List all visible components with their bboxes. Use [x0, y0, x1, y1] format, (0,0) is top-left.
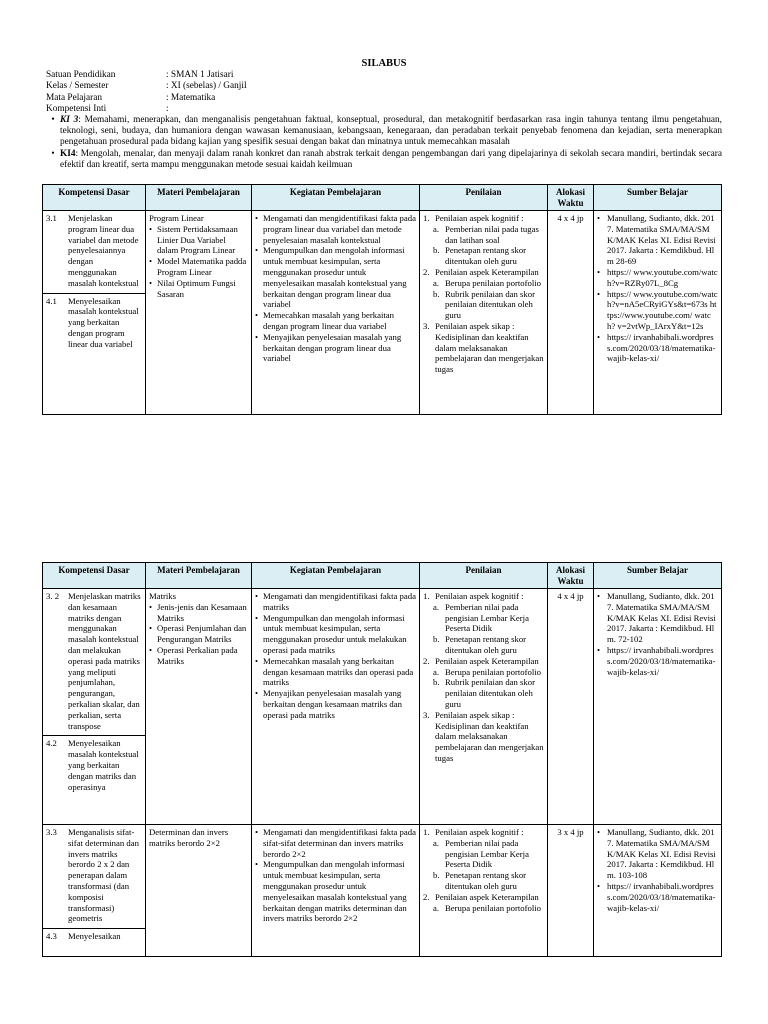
bullet-icon: • — [51, 148, 55, 159]
bullet-icon: • — [51, 115, 55, 125]
bullet-icon: • — [255, 827, 259, 837]
alokasi-cell: 4 x 4 jp — [548, 211, 594, 415]
kompetensi-inti-list — [46, 115, 722, 171]
header-sumber: Sumber Belajar — [594, 563, 722, 589]
list-item: • Sistem Pertidaksamaan Linier Dua Variabel dalam Program Linear — [149, 223, 238, 256]
bullet-icon: • — [597, 331, 601, 342]
syllabus-table-2 — [42, 562, 722, 957]
header-materi: Materi Pembelajaran — [146, 185, 252, 211]
meta-row: Mata Pelajaran : Matematika — [46, 92, 216, 103]
ki3-item: • KI 3: Memahami, menerapkan, dan menganalisis pengetahuan faktual, konseptual, prosedural, dan metakognitif berdasarkan rasa ingin tahunya tentang ilmu pengetahuan, teknologi, seni, budaya, dan humaniora dengan wawasan kemanusiaan, kebangsaan, kenegaraan, dan peradaban terkait penyebab fenomena dan kejadian, serta menerapkan pengetahuan prosedural pada bidang kajian yang spesifik sesuai dengan bakat dan minatnya untuk memecahkan masalah — [46, 115, 722, 149]
materi-cell: Matriks • Jenis-jenis dan Kesamaan Matriks • Operasi Penjumlahan dan Pengurangan Matriks • Operasi Perkalian pada Matriks — [146, 589, 252, 825]
document-title: SILABUS — [361, 58, 407, 69]
bullet-icon: • — [597, 880, 601, 891]
table-row — [43, 211, 722, 415]
ki4-item: • KI4: Mengolah, menalar, dan menyaji dalam ranah konkret dan ranah abstrak terkait dengan pengembangan dari yang dipelajarinya di sekolah secara mandiri, bertindak secara efektif dan kreatif, serta mampu menggunakan metode sesuai kaidah keilmuan — [46, 149, 722, 171]
bullet-icon: • — [255, 310, 259, 321]
bullet-icon: • — [149, 623, 153, 634]
bullet-icon: • — [597, 266, 601, 277]
bullet-icon: • — [597, 827, 601, 837]
header-kegiatan: Kegiatan Pembelajaran — [252, 185, 420, 211]
header-alokasi: Alokasi Waktu — [548, 185, 594, 211]
alokasi-cell: 4 x 4 jp — [548, 589, 594, 825]
list-item: • Memecahkan masalah yang berkaitan dengan kesamaan matriks dan operasi pada matriks — [255, 655, 414, 688]
list-item: • Menyajikan penyelesaian masalah yang berkaitan dengan kesamaan matriks dan operasi pada matriks — [255, 688, 402, 720]
sumber-cell: • Manullang, Sudianto, dkk. 2017. Matematika SMA/MA/SMK/MAK Kelas XI. Edisi Revisi 2017. Jakarta : Kemdikbud. Hlm. 103-108 • https:// irvanhabibali.wordpress.com/2020/03/18/matematika-wajib-kelas-xi/ — [594, 825, 722, 957]
kegiatan-cell — [252, 589, 420, 825]
bullet-icon: • — [149, 256, 153, 267]
syllabus-table-1 — [42, 184, 722, 415]
list-item: • Model Matematika padda Program Linear — [149, 256, 247, 277]
table-row — [43, 825, 722, 957]
list-item: • Mengamati dan mengidentifikasi fakta pada matriks — [255, 591, 416, 612]
bullet-icon: • — [597, 213, 601, 223]
bullet-icon: • — [255, 612, 259, 623]
list-item: • Mengamati dan mengidentifikasi fakta pada sifat-sifat determinan dan invers matriks berordo 2×2 — [255, 827, 416, 859]
kegiatan-cell — [252, 211, 420, 415]
bullet-icon: • — [255, 591, 259, 601]
kd-cell: 3.1 Menjelaskan program linear dua variabel dan metode penyelesaiannya dengan menggunakan masalah kontekstual 4.1 Menyelesaikan masalah kontekstual yang berkaitan dengan program linear dua variabel — [43, 211, 146, 415]
penilaian-cell: 1. Penilaian aspek kognitif : a. Pemberian nilai pada pengisian Lembar Kerja Peserta Didik b. Penetapan rentang skor ditentukan oleh guru 2. Penilaian aspek Keterampilan a. Berupa penilaian portofolio — [420, 825, 548, 957]
header-sumber: Sumber Belajar — [594, 185, 722, 211]
sumber-cell: • Manullang, Sudianto, dkk. 2017. Matematika SMA/MA/SMK/MAK Kelas XI. Edisi Revisi 2017. Jakarta : Kemdikbud. Hlm 28-69 • https:// www.youtube.com/watch?v=RZRy07L_8Cg • https:// www.youtube.com/watch?v=nA5eCRyiGYs&t=673s https://www.youtube.com/ watch? v=2vtWp_IArxY&t=12s • https:// irvanhabibali.wordpress.com/2020/03/18/matematika-wajib-kelas-xi/ — [594, 211, 722, 415]
bullet-icon: • — [255, 331, 259, 342]
penilaian-cell: 1. Penilaian aspek kognitif : a. Pemberian nilai pada tugas dan latihan soal b. Penetapan rentang skor ditentukan oleh guru 2. Penilaian aspek Keterampilan a. Berupa penilaian portofolio b. Rubrik penilaian dan skor penilaian ditentukan oleh guru 3. Penilaian aspek sikap : Kedisiplinan dan keaktifan dalam melaksanakan pembelajaran dan mengerjakan tugas — [420, 211, 548, 415]
materi-cell: Determinan dan invers matriks berordo 2×2 — [146, 825, 252, 957]
header-penilaian: Penilaian — [420, 563, 548, 589]
header-kompetensi-dasar: Kompetensi Dasar — [43, 185, 146, 211]
meta-row: Satuan Pendidikan : SMAN 1 Jatisari — [46, 70, 234, 80]
penilaian-cell: 1. Penilaian aspek kognitif : a. Pemberian nilai pada pengisian Lembar Kerja Peserta Didik b. Penetapan rentang skor ditentukan oleh guru 2. Penilaian aspek Keterampilan a. Berupa penilaian portofolio b. Rubrik penilaian dan skor penilaian ditentukan oleh guru 3. Penilaian aspek sikap : Kedisiplinan dan keaktifan dalam melaksanakan pembelajaran dan mengerjakan tugas — [420, 589, 548, 825]
header-kompetensi-dasar: Kompetensi Dasar — [43, 563, 146, 589]
list-item: • Mengumpulkan dan mengolah informasi untuk membuat kesimpulan, serta menggunakan prosedur untuk menyelesaikan masalah kontekstual yang berkaitan dengan program linear dua variabel — [255, 245, 407, 310]
bullet-icon: • — [149, 644, 153, 655]
header-penilaian: Penilaian — [420, 185, 548, 211]
kegiatan-cell — [252, 825, 420, 957]
list-item: • Mengumpulkan dan mengolah informasi untuk membuat kesimpulan, serta menggunakan prosedur untuk melakukan operasi pada matriks — [255, 612, 407, 655]
list-item: • Mengamati dan mengidentifikasi fakta pada program linear dua variabel dan metode penyelesaian masalah kontekstual — [255, 213, 416, 245]
bullet-icon: • — [597, 591, 601, 601]
meta-row: Kelas / Semester : XI (sebelas) / Ganjil — [46, 81, 247, 92]
alokasi-cell: 3 x 4 jp — [548, 825, 594, 957]
table-header-row — [43, 563, 722, 589]
sumber-cell: • Manullang, Sudianto, dkk. 2017. Matematika SMA/MA/SMK/MAK Kelas XI. Edisi Revisi 2017. Jakarta : Kemdikbud. Hlm. 72-102 • https:// irvanhabibali.wordpress.com/2020/03/18/matematika-wajib-kelas-xi/ — [594, 589, 722, 825]
kd-cell: 3. 2 Menjelaskan matriks dan kesamaan matriks dengan menggunakan masalah kontekstual dan melakukan operasi pada matriks yang meliputi penjumlahan, pengurangan, perkalian skalar, dan perkalian, serta transpose 4.2 Menyelesaikan masalah kontekstual yang berkaitan dengan matriks dan operasinya — [43, 589, 146, 825]
meta-row: Kompetensi Inti : — [46, 103, 169, 114]
header-materi: Materi Pembelajaran — [146, 563, 252, 589]
table-row — [43, 589, 722, 825]
table-header-row — [43, 185, 722, 211]
header-kegiatan: Kegiatan Pembelajaran — [252, 563, 420, 589]
bullet-icon: • — [255, 655, 259, 666]
bullet-icon: • — [597, 644, 601, 655]
bullet-icon: • — [255, 245, 259, 256]
bullet-icon: • — [255, 859, 259, 870]
list-item: • Nilai Optimum Fungsi Sasaran — [149, 277, 236, 299]
list-item: • Operasi Penjumlahan dan Pengurangan Matriks — [149, 623, 247, 645]
list-item: • Jenis-jenis dan Kesamaan Matriks — [149, 601, 247, 623]
bullet-icon: • — [149, 223, 153, 234]
list-item: • Mengumpulkan dan mengolah informasi untuk membuat kesimpulan, serta menggunakan prosedur untuk menyelesaikan masalah kontekstual yang berkaitan dengan matriks determinan dan invers matriks berordo 2×2 — [255, 859, 407, 924]
bullet-icon: • — [597, 288, 601, 299]
header-alokasi: Alokasi Waktu — [548, 563, 594, 589]
list-item: • Menyajikan penyelesaian masalah yang berkaitan dengan program linear dua variabel — [255, 331, 402, 364]
kd-cell: 3.3 Menganalisis sifat-sifat determinan dan invers matriks berordo 2 x 2 dan penerapan dalam transformasi (dan komposisi transformasi) geometris 4.3 Menyelesaikan — [43, 825, 146, 957]
bullet-icon: • — [149, 601, 153, 612]
list-item: • Memecahkan masalah yang berkaitan dengan program linear dua variabel — [255, 310, 394, 331]
list-item: • Operasi Perkalian pada Matriks — [149, 644, 238, 666]
bullet-icon: • — [149, 277, 153, 288]
identity-block — [46, 70, 247, 115]
materi-cell: Program Linear • Sistem Pertidaksamaan Linier Dua Variabel dalam Program Linear • Model Matematika padda Program Linear • Nilai Optimum Fungsi Sasaran — [146, 211, 252, 415]
bullet-icon: • — [255, 213, 259, 223]
bullet-icon: • — [255, 688, 259, 699]
